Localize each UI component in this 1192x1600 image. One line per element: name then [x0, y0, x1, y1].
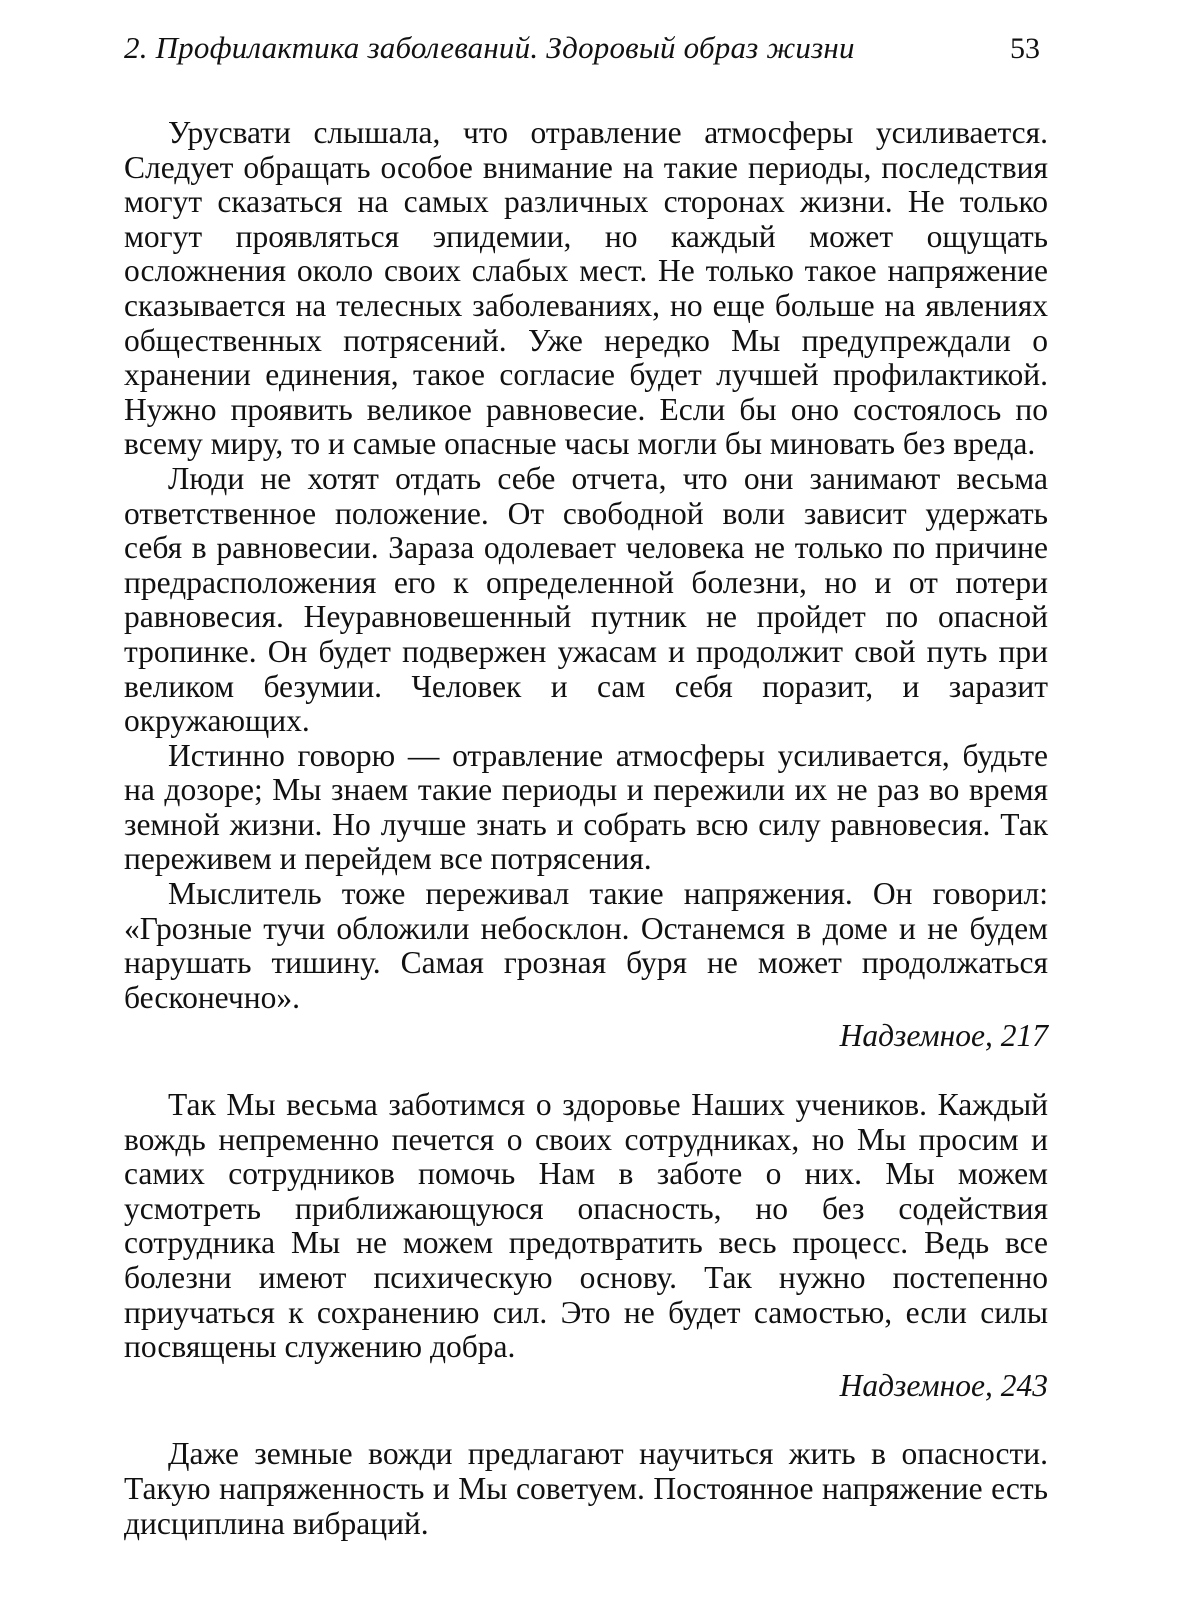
page-number: 53 — [1010, 32, 1040, 65]
paragraph-2: Люди не хотят отдать себе отчета, что они занимают весьма ответственное положение. От свободной воли зависит удержать себя в равновесии. Зараза одолевает человека не только по причине предрасположения его к определенной болезни, но и от потери равновесия. Неуравновешенный путник не пройдет по опасной тропинке. Он будет подвержен ужасам и продолжит свой путь при великом безумии. Человек и сам себя поразит, и заразит окружающих. — [124, 460, 1048, 739]
paragraph-5: Так Мы весьма заботимся о здоровье Наших учеников. Каждый вождь непременно печется о своих сотрудниках, но Мы просим и самих сотрудников помочь Нам в заботе о них. Мы можем усмотреть приближающуюся опасность, но без содействия сотрудника Мы не можем предотвратить весь процесс. Ведь все болезни имеют психическую основу. Так нужно постепенно приучаться к сохранению сил. Это не будет самостью, если силы посвящены служению добра. — [124, 1087, 1048, 1365]
source-citation-1: Надземное, 217 — [839, 1018, 1048, 1054]
paragraph-1: Урусвати слышала, что отравление атмосферы усиливается. Следует обращать особое внимание на такие периоды, последствия могут сказаться на самых различных сторонах жизни. Не только могут проявляться эпидемии, но каждый может ощущать осложнения около своих слабых мест. Не только такое напряжение сказывается на телесных заболеваниях, но еще больше на явлениях общественных потрясений. Уже нередко Мы предупреждали о хранении единения, такое согласие будет лучшей профилактикой. Нужно проявить великое равновесие. Если бы оно состоялось по всему миру, то и самые опасные часы могли бы миновать без вреда. — [124, 115, 1048, 462]
chapter-title: 2. Профилактика заболеваний. Здоровый образ жизни — [124, 30, 855, 65]
paragraph-4: Мыслитель тоже переживал такие напряжения. Он говорил: «Грозные тучи обложили небосклон. Останемся в доме и не будем нарушать тишину. Самая грозная буря не может продолжаться бесконечно». — [124, 876, 1048, 1015]
source-citation-2: Надземное, 243 — [839, 1367, 1048, 1403]
running-header — [124, 30, 1048, 82]
book-page — [124, 30, 1048, 1541]
paragraph-3: Истинно говорю — отравление атмосферы усиливается, будьте на дозоре; Мы знаем такие периоды и пережили их не раз во время земной жизни. Но лучше знать и собрать всю силу равновесия. Так переживем и перейдем все потрясения. — [124, 737, 1048, 877]
paragraph-6: Даже земные вожди предлагают научиться жить в опасности. Такую напряженность и Мы советуем. Постоянное напряжение есть дисциплина вибраций. — [124, 1436, 1048, 1541]
